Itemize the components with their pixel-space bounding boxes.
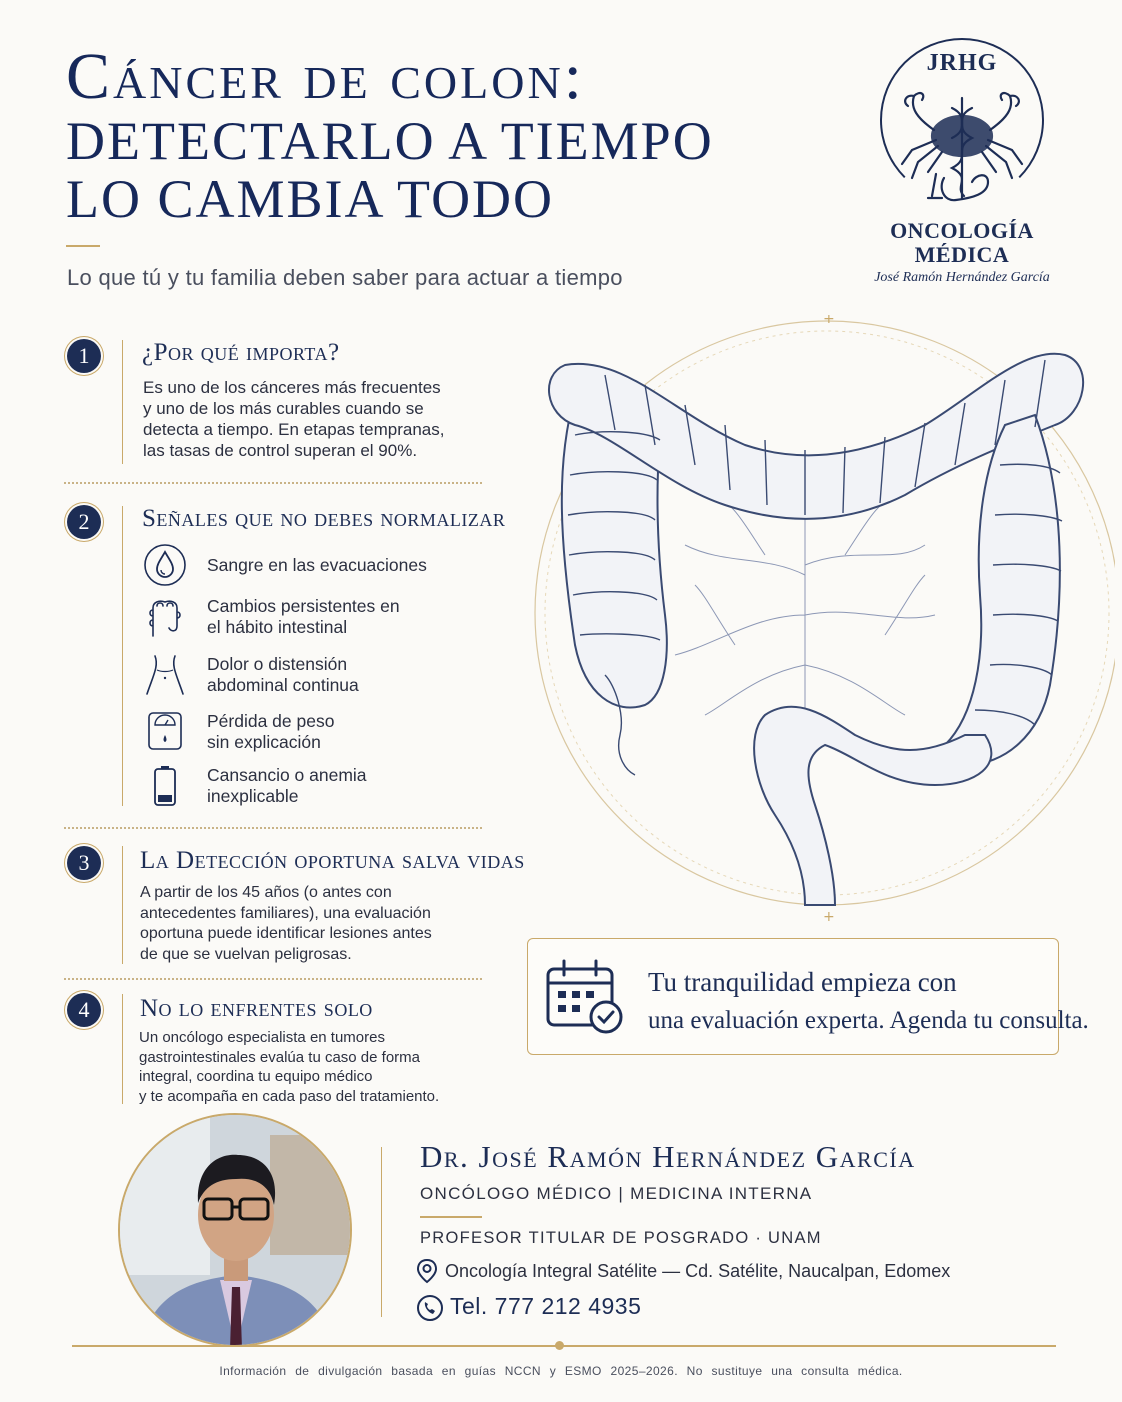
body-line: detecta a tiempo. En etapas tempranas, xyxy=(143,420,445,439)
intestine-icon xyxy=(143,596,187,640)
logo-name-line1: ONCOLOGÍA xyxy=(890,218,1034,243)
sign-label-line: inexplicable xyxy=(207,786,299,806)
sign-item xyxy=(143,543,483,589)
body-line: antecedentes familiares), una evaluación xyxy=(140,904,431,922)
sign-label: Sangre en las evacuaciones xyxy=(207,555,427,575)
sign-label xyxy=(207,765,487,807)
sign-item xyxy=(143,654,483,700)
location-pin-icon xyxy=(416,1258,438,1284)
doctor-location: Oncología Integral Satélite — Cd. Satélite, Naucalpan, Edomex xyxy=(445,1261,951,1281)
doctor-photo xyxy=(118,1113,352,1347)
sign-label xyxy=(207,711,487,753)
sign-label-line: Cambios persistentes en xyxy=(207,596,400,616)
sign-label-line: Pérdida de peso xyxy=(207,711,335,731)
colon-illustration xyxy=(505,315,1115,925)
blood-drop-icon xyxy=(143,543,187,587)
page-title-line3: LO CAMBIA TODO xyxy=(66,169,555,229)
logo-signature: José Ramón Hernández García xyxy=(874,270,1050,285)
appointment-cta[interactable] xyxy=(527,938,1089,1055)
sign-item xyxy=(143,596,483,642)
phone-icon xyxy=(416,1294,444,1322)
section-separator xyxy=(64,827,482,829)
section-number-3: 3 xyxy=(67,846,101,880)
sign-label-line: Dolor o distensión xyxy=(207,654,348,674)
section-bar-3 xyxy=(122,846,123,964)
section-title-2: Señales que no debes normalizar xyxy=(142,505,506,532)
sign-label-line: abdominal continua xyxy=(207,675,359,695)
sign-label xyxy=(207,654,487,696)
page-title-line2: DETECTARLO A TIEMPO xyxy=(66,111,714,171)
doctor-professor-title: PROFESOR TITULAR DE POSGRADO · UNAM xyxy=(420,1229,822,1247)
abdomen-icon xyxy=(143,654,187,698)
sign-label-line: sin explicación xyxy=(207,732,321,752)
page-title-line1: Cáncer de colon: xyxy=(66,40,586,113)
sign-label xyxy=(207,596,487,638)
doctor-portrait-image xyxy=(120,1115,352,1347)
section-title-3: La Detección oportuna salva vidas xyxy=(140,847,525,874)
calendar-check-icon xyxy=(544,957,626,1039)
doctor-divider xyxy=(381,1147,382,1317)
svg-text:+: + xyxy=(823,909,835,925)
section-bar-4 xyxy=(122,994,123,1104)
footer-divider xyxy=(72,1345,1056,1347)
low-battery-icon xyxy=(143,765,187,809)
body-line: Es uno de los cánceres más frecuentes xyxy=(143,378,441,397)
body-line: oportuna puede identificar lesiones antes xyxy=(140,925,432,942)
section-separator xyxy=(64,978,482,980)
logo-initials: JRHG xyxy=(926,50,998,76)
sign-label-line: el hábito intestinal xyxy=(207,617,348,637)
brand-logo xyxy=(872,38,1052,294)
body-line: integral, coordina tu equipo médico xyxy=(139,1068,373,1085)
section-body-3 xyxy=(140,883,432,965)
body-line: gastrointestinales evalúa tu caso de forma xyxy=(139,1048,420,1066)
crab-emblem-icon xyxy=(892,78,1032,218)
body-line: A partir de los 45 años (o antes con xyxy=(140,884,392,901)
section-body-1 xyxy=(143,377,444,461)
title-block xyxy=(66,40,766,229)
section-title-4: No lo enfrentes solo xyxy=(140,995,373,1022)
body-line: Un oncólogo especialista en tumores xyxy=(139,1029,385,1046)
body-line: las tasas de control superan el 90%. xyxy=(143,441,418,460)
section-number-2: 2 xyxy=(67,505,101,539)
section-bar-2 xyxy=(122,506,123,806)
body-line: de que se vuelvan peligrosas. xyxy=(140,945,352,963)
doctor-phone[interactable]: Tel. 777 212 4935 xyxy=(450,1293,642,1319)
section-number-4: 4 xyxy=(67,993,101,1027)
doctor-role: ONCÓLOGO MÉDICO | MEDICINA INTERNA xyxy=(420,1184,813,1203)
body-line: y te acompaña en cada paso del tratamiento. xyxy=(139,1087,440,1105)
cta-text-line2: una evaluación experta. Agenda tu consulta. xyxy=(648,1007,1089,1034)
doctor-rule xyxy=(420,1216,482,1218)
sign-item xyxy=(143,711,483,757)
sign-item xyxy=(143,765,483,811)
svg-text:+: + xyxy=(823,315,835,327)
body-line: y uno de los más curables cuando se xyxy=(143,399,424,418)
scale-icon xyxy=(143,711,187,755)
logo-name-line2: MÉDICA xyxy=(914,242,1010,267)
sign-label-line: Cansancio o anemia xyxy=(207,765,367,785)
section-body-4 xyxy=(139,1028,439,1106)
title-divider xyxy=(66,245,100,247)
section-bar-1 xyxy=(122,340,123,464)
doctor-name: Dr. José Ramón Hernández García xyxy=(420,1139,916,1174)
section-separator xyxy=(64,482,482,484)
footer-disclaimer: Información de divulgación basada en guías NCCN y ESMO 2025–2026. No sustituye una consulta médica. xyxy=(219,1364,903,1378)
section-number-1: 1 xyxy=(67,339,101,373)
footer-divider-dot xyxy=(555,1341,564,1350)
page-subtitle: Lo que tú y tu familia deben saber para actuar a tiempo xyxy=(67,265,623,290)
cta-text-line1: Tu tranquilidad empieza con xyxy=(648,967,957,997)
section-title-1: ¿Por qué importa? xyxy=(142,339,340,366)
